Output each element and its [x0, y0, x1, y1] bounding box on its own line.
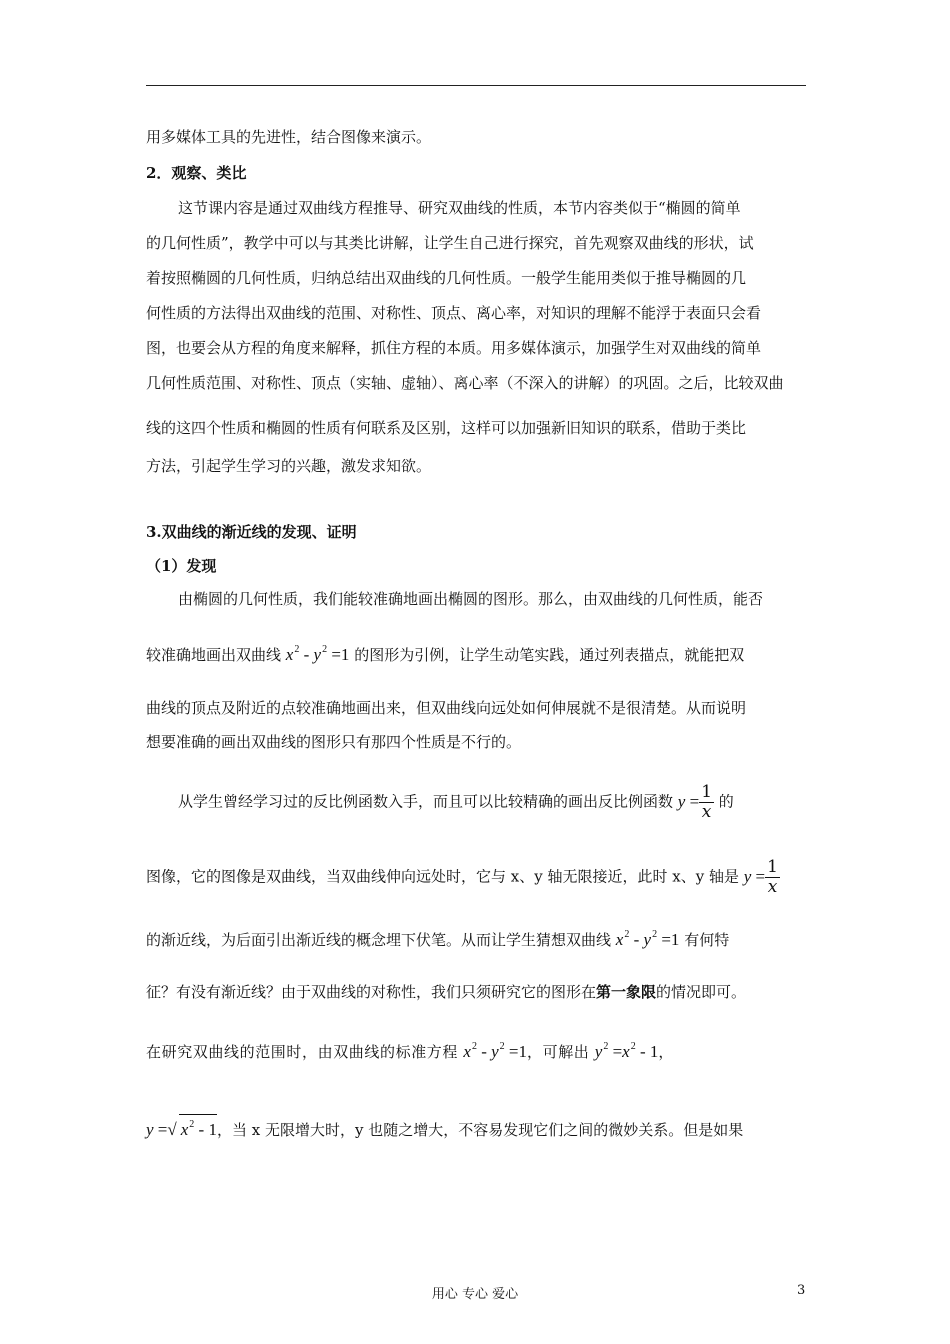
equation-sqrt: y =√ $x^2 - 1$: [146, 1114, 217, 1140]
text-line: 方法，引起学生学习的兴趣，激发求知欲。: [146, 457, 432, 475]
text-line: [146, 925, 811, 950]
page-number: 3: [797, 1283, 806, 1298]
equation-hyperbola: $x^2 - y^2 =1$: [615, 929, 680, 949]
text-line: [146, 858, 811, 897]
fraction: $\frac{1}{x}$: [767, 857, 778, 897]
text-line: 几何性质范围、对称性、顶点（实轴、虚轴）、离心率（不深入的讲解）的巩固。之后，比较双曲: [146, 374, 784, 392]
text-segment: 的渐近线，为后面引出渐近线的概念埋下伏笔。从而让学生猜想双曲线: [146, 931, 612, 949]
footer-motto: 用心 专心 爱心: [431, 1287, 519, 1302]
text-line: [146, 1114, 811, 1140]
section-heading: 3.双曲线的渐近线的发现、证明: [146, 523, 357, 541]
text-line: 想要准确的画出双曲线的图形只有那四个性质是不行的。: [146, 733, 522, 751]
equation-y-squared: $y^2 =x^2 - 1$: [594, 1041, 659, 1061]
text-line: 用多媒体工具的先进性，结合图像来演示。: [146, 128, 432, 146]
text-line: [146, 1037, 811, 1062]
text-segment: 在研究双曲线的范围时，由双曲线的标准方程: [146, 1043, 459, 1061]
equation-inverse: y =: [743, 866, 766, 886]
equation-inverse: y =: [677, 791, 700, 811]
text-line: 由椭圆的几何性质，我们能较准确地画出椭圆的图形。那么，由双曲线的几何性质，能否: [178, 590, 764, 608]
fraction: $\frac{1}{x}$: [701, 782, 713, 822]
text-segment: ，可解出: [527, 1043, 590, 1061]
text-line: [146, 982, 811, 1002]
text-segment: 的: [718, 792, 734, 811]
equation-hyperbola: $x^2 - y^2 =1$: [463, 1041, 527, 1061]
text-line: [146, 640, 811, 665]
text-segment: 图像，它的图像是双曲线，当双曲线伸向远处时，它与 x、y 轴无限接近，此时 x、y 轴是: [146, 867, 739, 886]
text-segment: 有何特: [684, 931, 730, 949]
text-segment: 的图形为引例，让学生动笔实践，通过列表描点，就能把双: [354, 646, 745, 664]
text-segment: ，当 x 无限增大时，y 也随之增大，不容易发现它们之间的微妙关系。但是如果: [216, 1121, 744, 1139]
emphasis: 第一象限: [596, 983, 657, 1001]
subsection-heading: （1）发现: [146, 557, 217, 575]
section-heading: 2．观察、类比: [146, 164, 247, 182]
text-line: 曲线的顶点及附近的点较准确地画出来，但双曲线向远处如何伸展就不是很清楚。从而说明: [146, 699, 747, 717]
text-segment: 的情况即可。: [656, 983, 747, 1001]
text-line: 何性质的方法得出双曲线的范围、对称性、顶点、离心率，对知识的理解不能浮于表面只会看: [146, 304, 762, 322]
equation-hyperbola: $x^2 - y^2 =1$: [285, 644, 350, 664]
text-segment: 从学生曾经学习过的反比例函数入手，而且可以比较精确的画出反比例函数: [178, 792, 674, 811]
text-segment: ，: [658, 1043, 674, 1061]
text-line: 图，也要会从方程的角度来解释，抓住方程的本质。用多媒体演示，加强学生对双曲线的简单: [146, 339, 762, 357]
text-line: 的几何性质”，教学中可以与其类比讲解，让学生自己进行探究，首先观察双曲线的形状，试: [146, 234, 754, 252]
text-line: 这节课内容是通过双曲线方程推导、研究双曲线的性质，本节内容类似于“椭圆的简单: [178, 199, 741, 217]
text-line: 着按照椭圆的几何性质，归纳总结出双曲线的几何性质。一般学生能用类似于推导椭圆的几: [146, 269, 747, 287]
text-segment: 征？有没有渐近线？由于双曲线的对称性，我们只须研究它的图形在: [146, 983, 597, 1001]
text-segment: 较准确地画出双曲线: [146, 646, 282, 664]
text-line: [178, 783, 843, 822]
text-line: 线的这四个性质和椭圆的性质有何联系及区别，这样可以加强新旧知识的联系，借助于类比: [146, 419, 747, 437]
header-rule: [146, 85, 806, 86]
